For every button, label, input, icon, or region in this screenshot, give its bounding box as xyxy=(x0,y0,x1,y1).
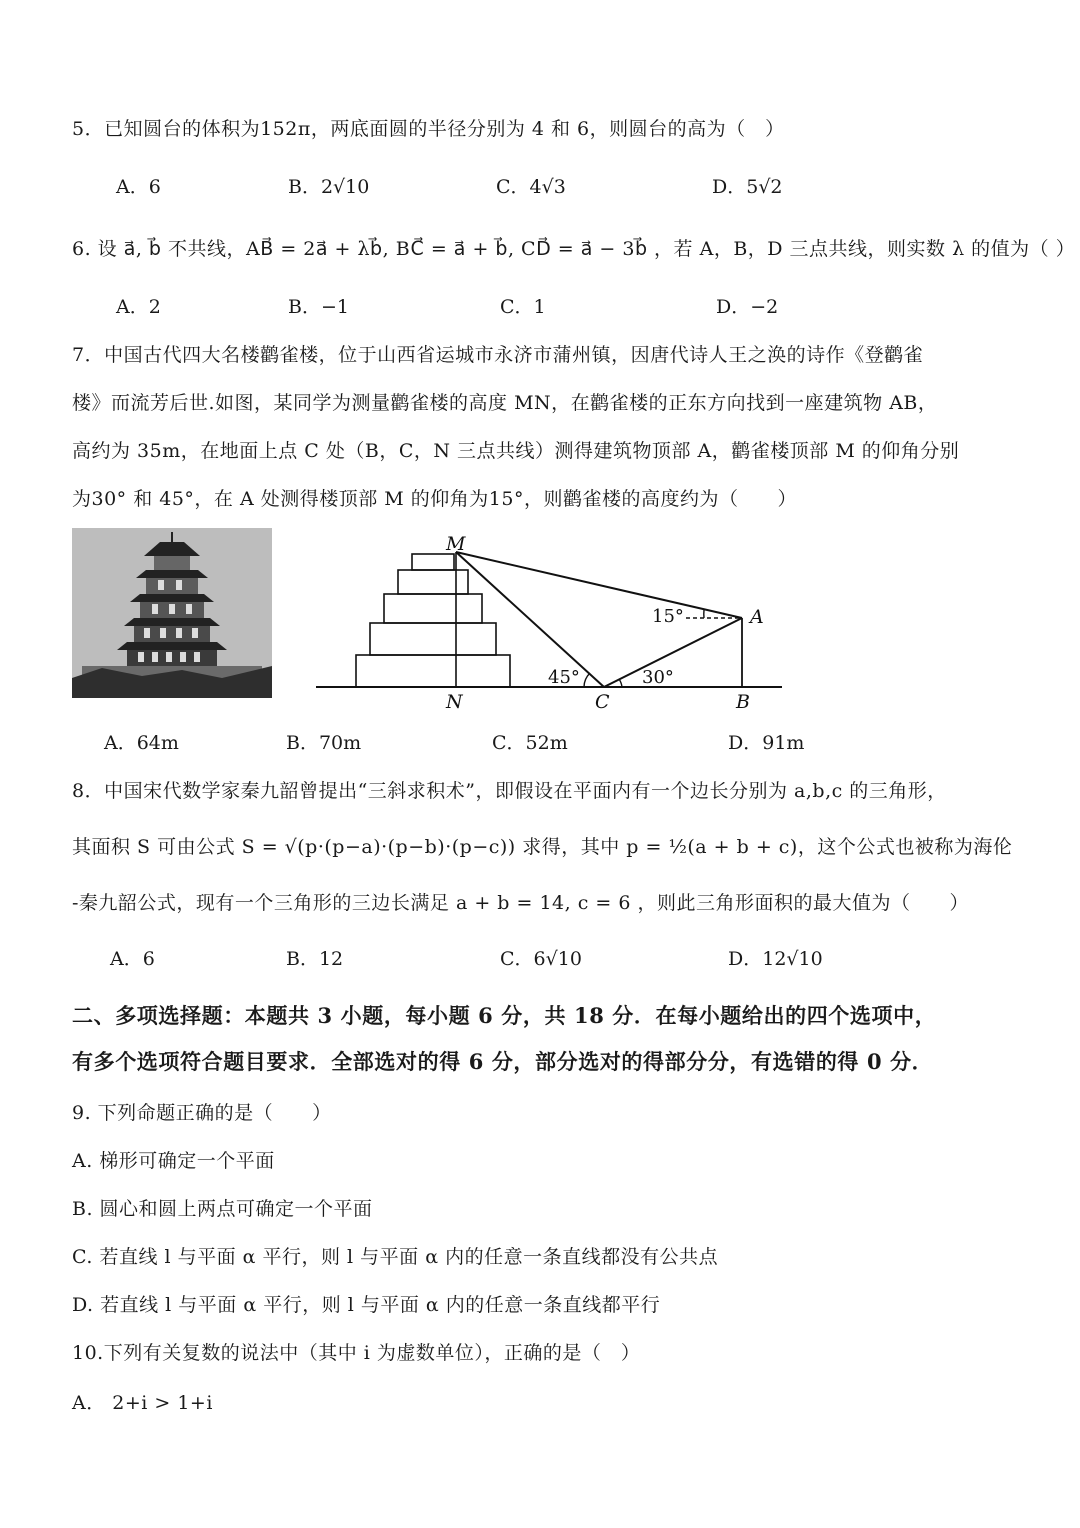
q8-option-a: A．6 xyxy=(110,948,155,970)
q9-option-d: D. 若直线 l 与平面 α 平行，则 l 与平面 α 内的任意一条直线都平行 xyxy=(72,1294,661,1316)
angle-30: 30° xyxy=(642,667,674,688)
q7-stem-line-2: 楼》而流芳后世.如图，某同学为测量鹳雀楼的高度 MN，在鹳雀楼的正东方向找到一座建筑物 AB， xyxy=(72,392,938,414)
q5-option-a: A．6 xyxy=(116,176,161,198)
q8-option-b: B．12 xyxy=(286,948,344,970)
q6-option-d: D．−2 xyxy=(716,296,779,318)
tower-photo xyxy=(72,528,272,698)
q5-option-c: C．4√3 xyxy=(496,176,566,198)
q6-option-b: B．−1 xyxy=(288,296,349,318)
q10-option-a: A． 2+i > 1+i xyxy=(72,1392,213,1414)
q6-stem: 6. 设 a⃗, b⃗ 不共线，AB⃗ = 2a⃗ + λb⃗, BC⃗ = a⃗ + b⃗, CD⃗ = a⃗ − 3b⃗ ，若 A，B，D 三点共线，则实数 λ 的值为（ ） xyxy=(72,238,1076,260)
q7-stem-line-3: 高约为 35m，在地面上点 C 处（B，C，N 三点共线）测得建筑物顶部 A，鹳雀楼顶部 M 的仰角分别 xyxy=(72,440,960,462)
q8-stem-line-1: 8．中国宋代数学家秦九韶曾提出“三斜求积术”，即假设在平面内有一个边长分别为 a,b,c 的三角形， xyxy=(72,780,947,802)
section-2-heading-line-1: 二、多项选择题：本题共 3 小题，每小题 6 分，共 18 分．在每小题给出的四个选项中， xyxy=(72,1003,937,1028)
q5-option-d: D．5√2 xyxy=(712,176,783,198)
label-C: C xyxy=(595,691,610,713)
section-2-heading-line-2: 有多个选项符合题目要求．全部选对的得 6 分，部分选对的得部分分，有选错的得 0 分． xyxy=(72,1049,934,1074)
label-B: B xyxy=(736,691,750,713)
label-N: N xyxy=(446,691,463,713)
label-A: A xyxy=(750,606,764,628)
q7-option-a: A．64m xyxy=(104,732,179,754)
q9-option-c: C. 若直线 l 与平面 α 平行，则 l 与平面 α 内的任意一条直线都没有公共点 xyxy=(72,1246,719,1268)
q9-option-a: A. 梯形可确定一个平面 xyxy=(72,1150,275,1172)
q10-stem: 10.下列有关复数的说法中（其中 i 为虚数单位），正确的是（ ） xyxy=(72,1342,641,1364)
tower-geometry-diagram xyxy=(312,530,792,715)
q8-stem-line-2: 其面积 S 可由公式 S = √(p·(p−a)·(p−b)·(p−c)) 求得，其中 p = ½(a + b + c)，这个公式也被称为海伦 xyxy=(72,836,1013,858)
angle-15: 15° xyxy=(652,606,684,627)
q8-option-c: C．6√10 xyxy=(500,948,582,970)
label-M: M xyxy=(446,533,466,555)
q7-option-c: C．52m xyxy=(492,732,568,754)
q8-stem-line-3: -秦九韶公式，现有一个三角形的三边长满足 a + b = 14, c = 6 ，则此三角形面积的最大值为（ ） xyxy=(72,892,969,914)
q8-option-d: D．12√10 xyxy=(728,948,823,970)
q9-stem: 9. 下列命题正确的是（ ） xyxy=(72,1102,332,1124)
q5-option-b: B．2√10 xyxy=(288,176,370,198)
q7-option-b: B．70m xyxy=(286,732,362,754)
q6-option-c: C．1 xyxy=(500,296,546,318)
q5-stem: 5．已知圆台的体积为152π，两底面圆的半径分别为 4 和 6，则圆台的高为（ ） xyxy=(72,118,785,140)
q7-stem-line-4: 为30° 和 45°，在 A 处测得楼顶部 M 的仰角为15°，则鹳雀楼的高度约为（ ） xyxy=(72,488,797,510)
q7-option-d: D．91m xyxy=(728,732,805,754)
angle-45: 45° xyxy=(548,667,580,688)
q9-option-b: B. 圆心和圆上两点可确定一个平面 xyxy=(72,1198,373,1220)
q6-option-a: A．2 xyxy=(116,296,161,318)
q7-stem-line-1: 7．中国古代四大名楼鹳雀楼，位于山西省运城市永济市蒲州镇，因唐代诗人王之涣的诗作《登鹳雀 xyxy=(72,344,924,366)
